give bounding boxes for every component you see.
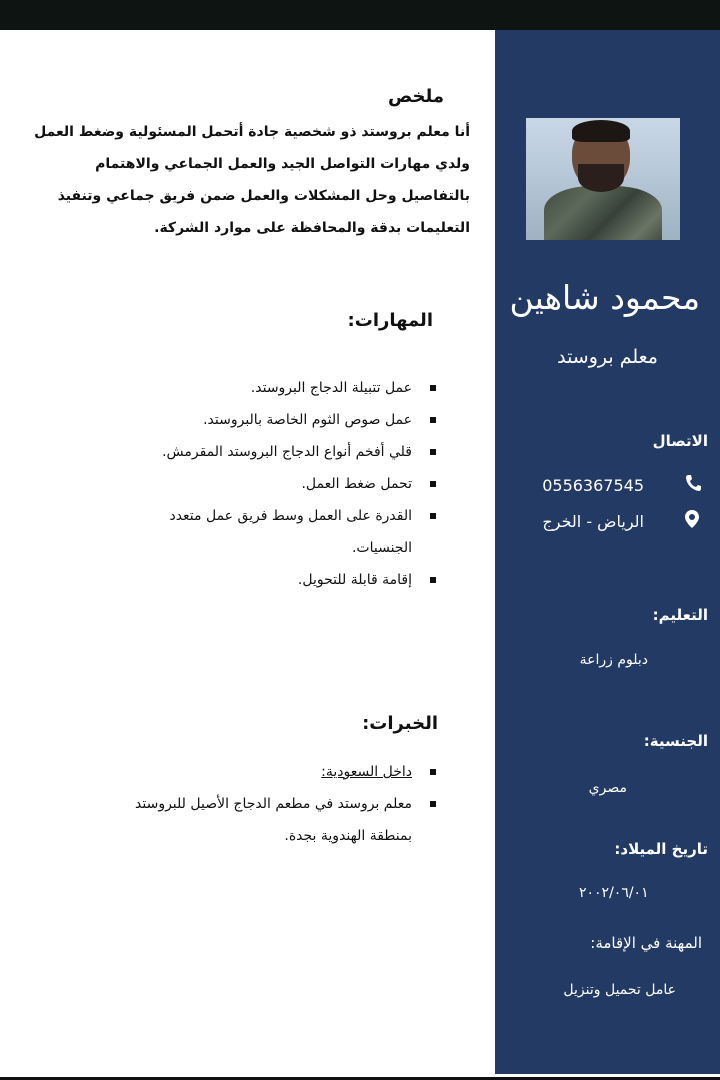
photo-body-shape	[544, 186, 662, 240]
skill-item: عمل تتبيلة الدجاج البروستد.	[148, 372, 438, 404]
phone-icon	[685, 474, 701, 497]
birth-date-value: ٢٠٠٢/٠٦/٠١	[579, 885, 649, 901]
skills-title: المهارات:	[347, 310, 433, 331]
contact-location-row	[495, 510, 720, 534]
experience-region-label: داخل السعودية:	[321, 764, 412, 780]
profile-photo	[526, 118, 680, 240]
summary-title: ملخص	[387, 86, 444, 107]
education-title: التعليم:	[652, 606, 708, 624]
sidebar	[495, 30, 720, 1074]
summary-text: أنا معلم بروستد ذو شخصية جادة أتحمل المسئولية وضغط العمل ولدي مهارات التواصل الجيد والعمل الجماعي والاهتمام بالتفاصيل وحل المشكلات والعمل ضمن فريق جماعي وتنفيذ التعليمات بدقة والمحافظة على موارد الشركة.	[34, 124, 470, 236]
skill-item: عمل صوص الثوم الخاصة بالبروستد.	[148, 404, 438, 436]
skills-list	[148, 372, 438, 596]
photo-hair-shape	[572, 120, 630, 142]
skill-item: القدرة على العمل وسط فريق عمل متعدد الجنسيات.	[148, 500, 438, 564]
experience-item: معلم بروستد في مطعم الدجاج الأصيل للبروستد بمنطقة الهندوية بجدة.	[108, 788, 438, 852]
education-value: دبلوم زراعة	[579, 652, 648, 668]
contact-location: الرياض - الخرج	[542, 512, 644, 531]
profile-job-title: معلم بروستد	[557, 346, 658, 368]
residence-job-title: المهنة في الإقامة:	[590, 934, 702, 952]
experience-region	[108, 756, 438, 788]
skill-item: إقامة قابلة للتحويل.	[148, 564, 438, 596]
contact-phone-row	[495, 474, 720, 498]
photo-beard-shape	[578, 164, 624, 192]
location-pin-icon	[685, 510, 699, 533]
skill-item: تحمل ضغط العمل.	[148, 468, 438, 500]
experience-title: الخبرات:	[362, 713, 438, 734]
nationality-value: مصري	[588, 780, 627, 796]
nationality-title: الجنسية:	[643, 732, 708, 750]
contact-title: الاتصال	[652, 432, 708, 450]
top-bar	[0, 0, 720, 30]
skill-item: قلي أفخم أنواع الدجاج البروستد المقرمش.	[148, 436, 438, 468]
profile-name: محمود شاهين	[509, 278, 700, 317]
birth-date-title: تاريخ الميلاد:	[614, 840, 708, 858]
residence-job-value: عامل تحميل وتنزيل	[563, 982, 676, 998]
contact-phone: 0556367545	[542, 476, 644, 495]
experience-list	[108, 756, 438, 852]
